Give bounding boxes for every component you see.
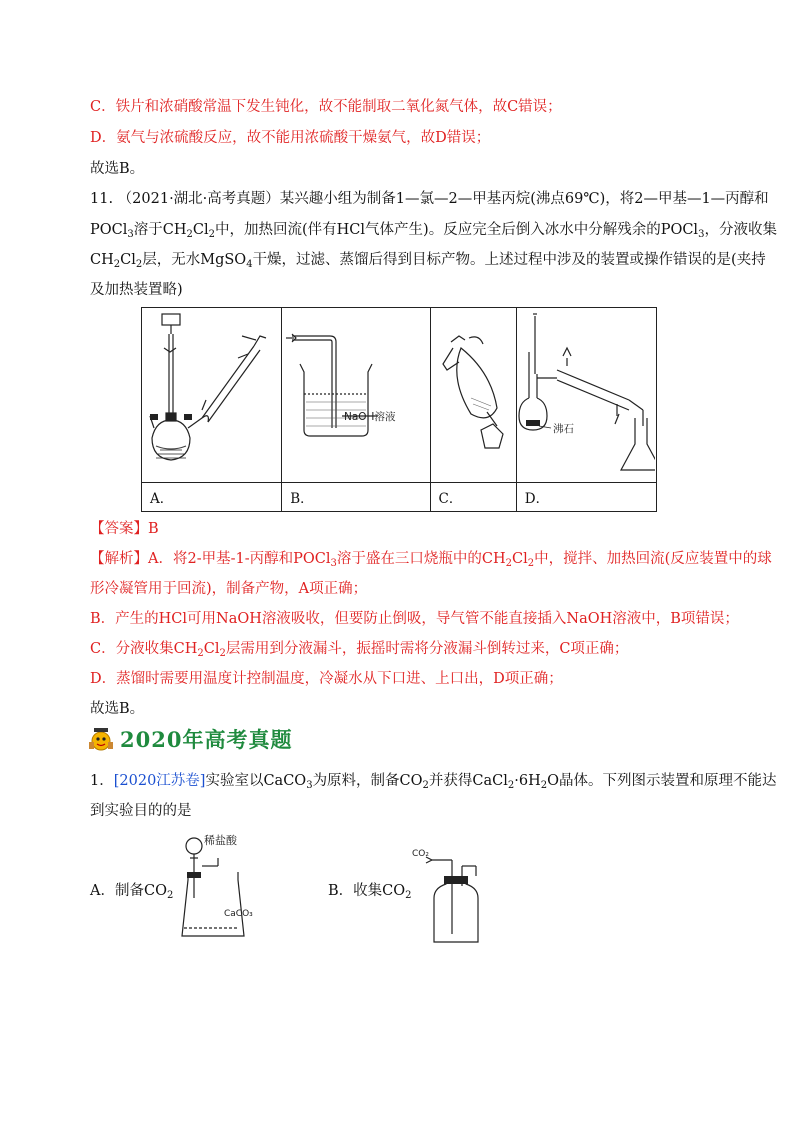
section-title: 2020年高考真题	[120, 727, 293, 752]
co2-label: CO₂	[412, 849, 429, 859]
q11-number: 11.	[90, 191, 114, 207]
q11-line2: POCl$_3$溶于$CH_2Cl_2$中，加热回流(伴有HCl气体产生)。反应完全后倒入冰水中分解残余的POCl$_3$，分液收集	[90, 222, 777, 240]
q11-line3: $CH_2Cl_2$层，无水MgSO$_4$干燥，过滤、蒸馏后得到目标产物。上述过程中涉及的装置或操作错误的是(夹持	[90, 252, 766, 270]
q11-source: （2021·湖北·高考真题）	[117, 191, 280, 207]
option-d-label: D．	[516, 483, 656, 512]
analysis-selection: 故选B。	[90, 701, 145, 717]
q11-line1: 11. （2021·湖北·高考真题）某兴趣小组为制备1—氯—2—甲基丙烷(沸点69℃)，将2—甲基—1—丙醇和	[90, 191, 769, 207]
reflux-apparatus-figure	[142, 308, 280, 478]
separatory-funnel-figure	[431, 308, 515, 478]
analysis-line-d: D．蒸馏时需要用温度计控制温度，冷凝水从下口进、上口出，D项正确；	[90, 671, 563, 687]
prev-option-d: D．氨气与浓硫酸反应，故不能用浓硫酸干燥氨气，故D错误；	[90, 130, 491, 146]
analysis-line-c: C．分液收集$CH_2Cl_2$层需用到分液漏斗，振摇时需将分液漏斗倒转过来，C项正确；	[90, 641, 629, 659]
apparatus-table	[141, 307, 657, 512]
boiling-stone-label: 沸石	[552, 423, 574, 435]
dilute-hcl-label: 稀盐酸	[204, 834, 237, 847]
q1-source: [2020江苏卷]	[113, 773, 206, 789]
q1-option-a: A．制备$CO_2$	[90, 883, 174, 901]
option-c-label: C．	[430, 483, 516, 512]
naoh-label: NaOH溶液	[344, 411, 396, 423]
analysis-line-b: B．产生的HCl可用NaOH溶液吸收，但要防止倒吸，导气管不能直接插入NaOH溶液中，B项错误；	[90, 611, 739, 627]
mascot-icon	[86, 724, 116, 754]
analysis-line-a2: 形冷凝管用于回流)，制备产物，A项正确；	[90, 581, 368, 597]
apparatus-b-cell	[282, 308, 430, 483]
gas-collection-figure	[412, 846, 502, 946]
analysis-label: 【解析】	[90, 551, 148, 567]
q1-line1: 1．[2020江苏卷]实验室以CaCO$_3$为原料，制备$CO_2$并获得$CaCl_2\cdot 6H_2O$晶体。下列图示装置和原理不能达	[90, 773, 777, 791]
co2-generator-figure	[170, 828, 280, 946]
option-b-label: B．	[282, 483, 430, 512]
section-header	[86, 722, 292, 756]
caco3-label: CaCO₃	[224, 909, 253, 919]
answer-label: 【答案】	[90, 521, 148, 537]
answer-value: B	[148, 521, 159, 537]
apparatus-d-cell	[516, 308, 656, 483]
apparatus-c-cell	[430, 308, 516, 483]
option-a-label: A．	[142, 483, 282, 512]
q1-number: 1．	[90, 773, 114, 789]
prev-selection: 故选B。	[90, 161, 145, 177]
analysis-line-a1: 【解析】A．将2-甲基-1-丙醇和POCl$_3$溶于盛在三口烧瓶中的$CH_2Cl_2$中，搅拌、加热回流(反应装置中的球	[90, 551, 772, 569]
answer-line	[90, 518, 159, 540]
q11-line4: 及加热装置略)	[90, 282, 183, 298]
prev-option-c: C．铁片和浓硝酸常温下发生钝化，故不能制取二氧化氮气体，故C错误；	[90, 99, 562, 115]
q1-option-b: B．收集$CO_2$	[328, 883, 412, 901]
distillation-figure	[517, 308, 655, 478]
gas-absorption-figure	[282, 308, 428, 478]
q1-line2: 到实验目的的是	[90, 803, 192, 819]
apparatus-a-cell	[142, 308, 282, 483]
